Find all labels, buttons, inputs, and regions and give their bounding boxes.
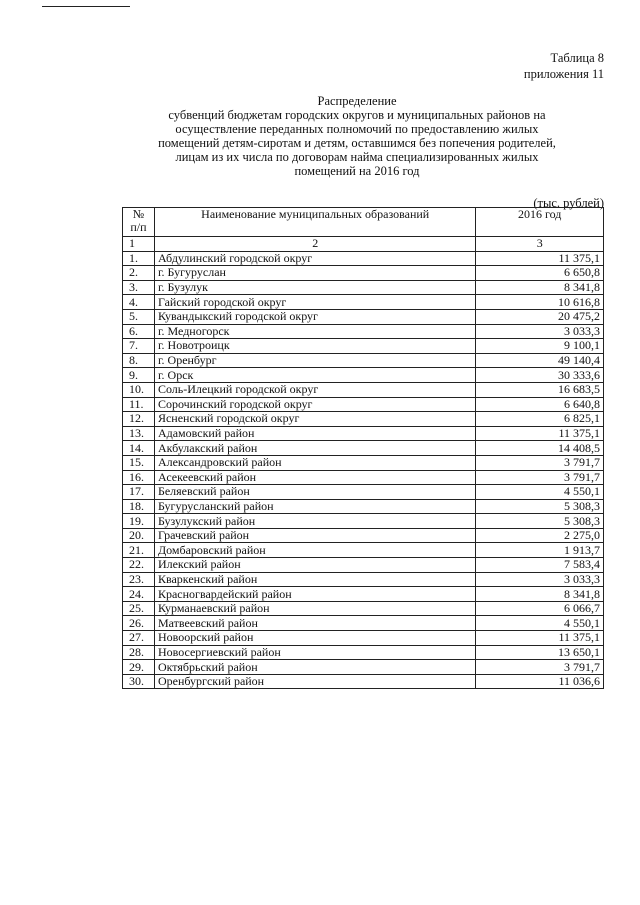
column-number-row bbox=[123, 237, 604, 252]
row-number: 13. bbox=[123, 426, 155, 441]
appendix-label: приложения 11 bbox=[523, 67, 604, 81]
table-row bbox=[123, 499, 604, 514]
column-number-1: 1 bbox=[123, 237, 155, 252]
row-name: Сорочинский городской округ bbox=[154, 397, 475, 412]
row-value: 2 275,0 bbox=[476, 528, 604, 543]
table-row bbox=[123, 485, 604, 500]
table-row bbox=[123, 251, 604, 266]
row-name: Илекский район bbox=[154, 558, 475, 573]
row-number: 14. bbox=[123, 441, 155, 456]
row-name: Оренбургский район bbox=[154, 674, 475, 689]
row-value: 3 791,7 bbox=[476, 660, 604, 675]
row-value: 6 650,8 bbox=[476, 266, 604, 281]
title-heading: Распределение bbox=[317, 94, 397, 108]
row-name: Матвеевский район bbox=[154, 616, 475, 631]
top-rule bbox=[42, 6, 130, 7]
header-name: Наименование муниципальных образований bbox=[154, 208, 475, 237]
row-name: Ясненский городской округ bbox=[154, 412, 475, 427]
row-value: 6 825,1 bbox=[476, 412, 604, 427]
table-row bbox=[123, 572, 604, 587]
table-row bbox=[123, 295, 604, 310]
table-row bbox=[123, 470, 604, 485]
row-name: г. Оренбург bbox=[154, 353, 475, 368]
column-number-2: 2 bbox=[154, 237, 475, 252]
header-year: 2016 год bbox=[476, 208, 604, 237]
row-number: 25. bbox=[123, 601, 155, 616]
row-value: 16 683,5 bbox=[476, 382, 604, 397]
row-number: 24. bbox=[123, 587, 155, 602]
title-line-3: помещений детям-сиротам и детям, оставшимся без попечения родителей, bbox=[158, 136, 556, 150]
table-label: Таблица 8 bbox=[550, 51, 604, 65]
row-number: 10. bbox=[123, 382, 155, 397]
table-row bbox=[123, 543, 604, 558]
row-number: 6. bbox=[123, 324, 155, 339]
row-name: Курманаевский район bbox=[154, 601, 475, 616]
row-value: 30 333,6 bbox=[476, 368, 604, 383]
row-name: Асекеевский район bbox=[154, 470, 475, 485]
row-number: 28. bbox=[123, 645, 155, 660]
row-value: 3 791,7 bbox=[476, 470, 604, 485]
row-value: 3 033,3 bbox=[476, 572, 604, 587]
row-number: 27. bbox=[123, 631, 155, 646]
row-value: 6 066,7 bbox=[476, 601, 604, 616]
row-number: 30. bbox=[123, 674, 155, 689]
table-row bbox=[123, 353, 604, 368]
row-name: Кувандыкский городской округ bbox=[154, 309, 475, 324]
row-number: 26. bbox=[123, 616, 155, 631]
row-value: 5 308,3 bbox=[476, 499, 604, 514]
row-name: Грачевский район bbox=[154, 528, 475, 543]
row-number: 5. bbox=[123, 309, 155, 324]
row-value: 10 616,8 bbox=[476, 295, 604, 310]
row-number: 4. bbox=[123, 295, 155, 310]
row-number: 29. bbox=[123, 660, 155, 675]
row-value: 8 341,8 bbox=[476, 587, 604, 602]
row-name: Домбаровский район bbox=[154, 543, 475, 558]
table-row bbox=[123, 339, 604, 354]
row-name: Бузулукский район bbox=[154, 514, 475, 529]
row-number: 20. bbox=[123, 528, 155, 543]
row-value: 49 140,4 bbox=[476, 353, 604, 368]
row-number: 3. bbox=[123, 280, 155, 295]
title-line-2: осуществление переданных полномочий по предоставлению жилых bbox=[175, 122, 539, 136]
row-name: Бугурусланский район bbox=[154, 499, 475, 514]
row-value: 14 408,5 bbox=[476, 441, 604, 456]
column-number-3: 3 bbox=[476, 237, 604, 252]
table-row bbox=[123, 660, 604, 675]
row-value: 3 791,7 bbox=[476, 455, 604, 470]
table-row bbox=[123, 309, 604, 324]
row-name: г. Бузулук bbox=[154, 280, 475, 295]
units-note: (тыс. рублей) bbox=[533, 196, 604, 210]
row-name: Адамовский район bbox=[154, 426, 475, 441]
row-number: 22. bbox=[123, 558, 155, 573]
row-number: 1. bbox=[123, 251, 155, 266]
row-number: 8. bbox=[123, 353, 155, 368]
row-number: 2. bbox=[123, 266, 155, 281]
row-value: 11 375,1 bbox=[476, 631, 604, 646]
header-number-symbol: № bbox=[132, 207, 145, 221]
row-name: Кваркенский район bbox=[154, 572, 475, 587]
row-value: 20 475,2 bbox=[476, 309, 604, 324]
table-row bbox=[123, 324, 604, 339]
table-row bbox=[123, 587, 604, 602]
row-value: 4 550,1 bbox=[476, 485, 604, 500]
table-row bbox=[123, 645, 604, 660]
row-name: г. Новотроицк bbox=[154, 339, 475, 354]
allocation-table bbox=[122, 207, 604, 689]
table-caption bbox=[524, 50, 604, 82]
table-row bbox=[123, 514, 604, 529]
table-row bbox=[123, 616, 604, 631]
row-number: 21. bbox=[123, 543, 155, 558]
row-number: 16. bbox=[123, 470, 155, 485]
table-row bbox=[123, 455, 604, 470]
table-row bbox=[123, 601, 604, 616]
row-number: 9. bbox=[123, 368, 155, 383]
row-value: 8 341,8 bbox=[476, 280, 604, 295]
row-number: 15. bbox=[123, 455, 155, 470]
row-name: Новоорский район bbox=[154, 631, 475, 646]
row-number: 12. bbox=[123, 412, 155, 427]
row-value: 11 375,1 bbox=[476, 251, 604, 266]
row-name: Новосергиевский район bbox=[154, 645, 475, 660]
header-number-abbr: п/п bbox=[130, 220, 147, 234]
table-row bbox=[123, 412, 604, 427]
table-row bbox=[123, 266, 604, 281]
title-line-5: помещений на 2016 год bbox=[294, 164, 420, 178]
table-row bbox=[123, 528, 604, 543]
row-value: 7 583,4 bbox=[476, 558, 604, 573]
table-row bbox=[123, 368, 604, 383]
table-row bbox=[123, 426, 604, 441]
table-row bbox=[123, 397, 604, 412]
row-number: 19. bbox=[123, 514, 155, 529]
row-number: 17. bbox=[123, 485, 155, 500]
row-value: 11 375,1 bbox=[476, 426, 604, 441]
row-name: Александровский район bbox=[154, 455, 475, 470]
row-number: 23. bbox=[123, 572, 155, 587]
row-name: Гайский городской округ bbox=[154, 295, 475, 310]
row-name: г. Орск bbox=[154, 368, 475, 383]
row-name: Октябрьский район bbox=[154, 660, 475, 675]
document-title bbox=[112, 94, 602, 178]
row-name: Соль-Илецкий городской округ bbox=[154, 382, 475, 397]
row-name: Беляевский район bbox=[154, 485, 475, 500]
row-name: Абдулинский городской округ bbox=[154, 251, 475, 266]
table-row bbox=[123, 382, 604, 397]
row-value: 1 913,7 bbox=[476, 543, 604, 558]
row-value: 5 308,3 bbox=[476, 514, 604, 529]
row-value: 6 640,8 bbox=[476, 397, 604, 412]
row-name: г. Бугуруслан bbox=[154, 266, 475, 281]
table-row bbox=[123, 674, 604, 689]
row-value: 4 550,1 bbox=[476, 616, 604, 631]
row-number: 11. bbox=[123, 397, 155, 412]
row-value: 3 033,3 bbox=[476, 324, 604, 339]
table-header-row bbox=[123, 208, 604, 237]
table-row bbox=[123, 441, 604, 456]
row-number: 18. bbox=[123, 499, 155, 514]
table-row bbox=[123, 558, 604, 573]
row-number: 7. bbox=[123, 339, 155, 354]
row-name: Акбулакский район bbox=[154, 441, 475, 456]
table-row bbox=[123, 280, 604, 295]
title-line-1: субвенций бюджетам городских округов и муниципальных районов на bbox=[168, 108, 546, 122]
row-value: 9 100,1 bbox=[476, 339, 604, 354]
row-name: г. Медногорск bbox=[154, 324, 475, 339]
header-number bbox=[123, 208, 155, 237]
title-line-4: лицам из их числа по договорам найма специализированных жилых bbox=[175, 150, 539, 164]
row-name: Красногвардейский район bbox=[154, 587, 475, 602]
table-row bbox=[123, 631, 604, 646]
row-value: 13 650,1 bbox=[476, 645, 604, 660]
row-value: 11 036,6 bbox=[476, 674, 604, 689]
